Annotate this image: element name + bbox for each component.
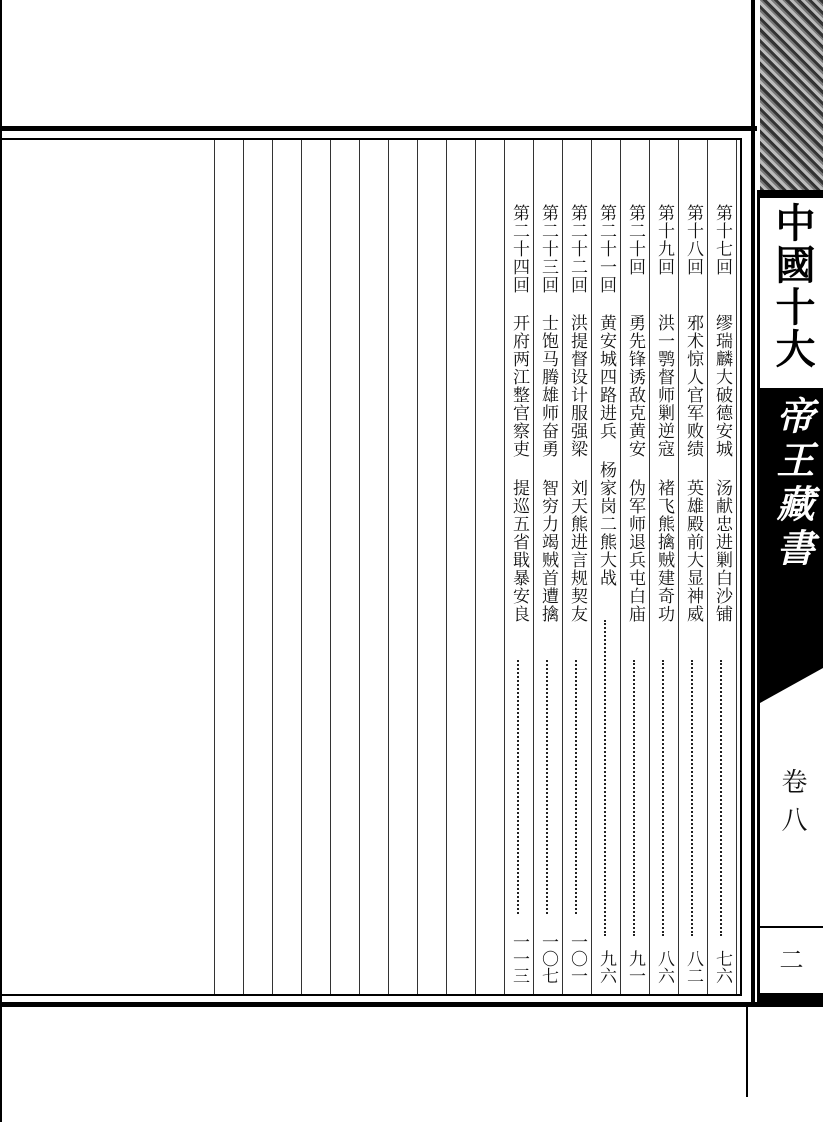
column-rule bbox=[330, 140, 331, 994]
series-subtitle: 帝王藏書 bbox=[770, 396, 814, 572]
column-rule bbox=[272, 140, 273, 994]
series-subtitle-box bbox=[760, 390, 823, 645]
dot-leader bbox=[575, 660, 577, 914]
chapter-entry[interactable] bbox=[562, 204, 591, 984]
bottom-rule-thin bbox=[0, 994, 740, 996]
chapter-page-number: 八六 bbox=[654, 950, 674, 984]
column-rule bbox=[446, 140, 447, 994]
dot-leader bbox=[662, 660, 664, 936]
page-divider bbox=[760, 926, 823, 928]
column-rule bbox=[214, 140, 215, 994]
chapter-title: 洪一鹗督师剿逆寇 褚飞熊擒贼建奇功 bbox=[654, 314, 674, 623]
bottom-rule-thick bbox=[0, 1002, 823, 1007]
chapter-number: 第十八回 bbox=[683, 204, 703, 276]
chapter-number: 第二十一回 bbox=[596, 204, 616, 294]
dot-leader bbox=[517, 660, 519, 914]
dot-leader bbox=[604, 620, 606, 936]
chapter-number: 第二十三回 bbox=[538, 204, 558, 294]
chapter-entry[interactable] bbox=[533, 204, 562, 984]
column-rule bbox=[301, 140, 302, 994]
chapter-page-number: 一一三 bbox=[509, 933, 529, 984]
column-rule bbox=[417, 140, 418, 994]
chapter-title: 邪术惊人官军败绩 英雄殿前大显神威 bbox=[683, 314, 703, 623]
chapter-entry[interactable] bbox=[707, 204, 736, 984]
left-margin-line bbox=[0, 0, 2, 1122]
chapter-entry[interactable] bbox=[678, 204, 707, 984]
chapter-page-number: 一〇七 bbox=[538, 933, 558, 984]
page-number: 二 bbox=[779, 946, 804, 974]
chapter-title: 士饱马腾雄师奋勇 智穷力竭贼首遭擒 bbox=[538, 314, 558, 623]
column-rule bbox=[475, 140, 476, 994]
chapter-page-number: 九一 bbox=[625, 950, 645, 984]
dot-leader bbox=[546, 660, 548, 914]
table-of-contents bbox=[200, 140, 740, 994]
chapter-title: 缪瑞麟大破德安城 汤献忠进剿白沙铺 bbox=[712, 314, 732, 623]
chapter-entry[interactable] bbox=[649, 204, 678, 984]
chapter-page-number: 八二 bbox=[683, 950, 703, 984]
series-title-box bbox=[760, 198, 823, 388]
chapter-page-number: 一〇一 bbox=[567, 933, 587, 984]
chapter-number: 第二十二回 bbox=[567, 204, 587, 294]
series-title: 中國十大 bbox=[769, 202, 815, 370]
dot-leader bbox=[633, 660, 635, 936]
chapter-entry[interactable] bbox=[591, 204, 620, 984]
chapter-title: 开府两江整官察吏 提巡五省戢暴安良 bbox=[509, 314, 529, 623]
column-rule bbox=[243, 140, 244, 994]
dot-leader bbox=[691, 660, 693, 936]
frame-outer-right-line bbox=[751, 0, 755, 1007]
chapter-number: 第十七回 bbox=[712, 204, 732, 276]
frame-right-line bbox=[740, 138, 742, 996]
chapter-number: 第二十四回 bbox=[509, 204, 529, 294]
column-rule bbox=[736, 140, 737, 994]
top-rule-thick bbox=[0, 126, 757, 131]
right-bottom-line bbox=[746, 1007, 748, 1097]
chapter-title: 勇先锋诱敌克黄安 伪军师退兵屯白庙 bbox=[625, 314, 645, 623]
dot-leader bbox=[720, 660, 722, 936]
column-rule bbox=[359, 140, 360, 994]
chapter-number: 第十九回 bbox=[654, 204, 674, 276]
chapter-page-number: 七六 bbox=[712, 950, 732, 984]
volume-label: 卷八 bbox=[777, 768, 807, 844]
chapter-title: 黄安城四路进兵 杨家岗二熊大战 bbox=[596, 314, 616, 587]
chapter-number: 第二十回 bbox=[625, 204, 645, 276]
chapter-entry[interactable] bbox=[504, 204, 533, 984]
chapter-title: 洪提督设计服强梁 刘天熊进言规契友 bbox=[567, 314, 587, 623]
column-rule bbox=[388, 140, 389, 994]
dragon-ornament-image bbox=[760, 0, 823, 190]
chapter-page-number: 九六 bbox=[596, 950, 616, 984]
chapter-entry[interactable] bbox=[620, 204, 649, 984]
